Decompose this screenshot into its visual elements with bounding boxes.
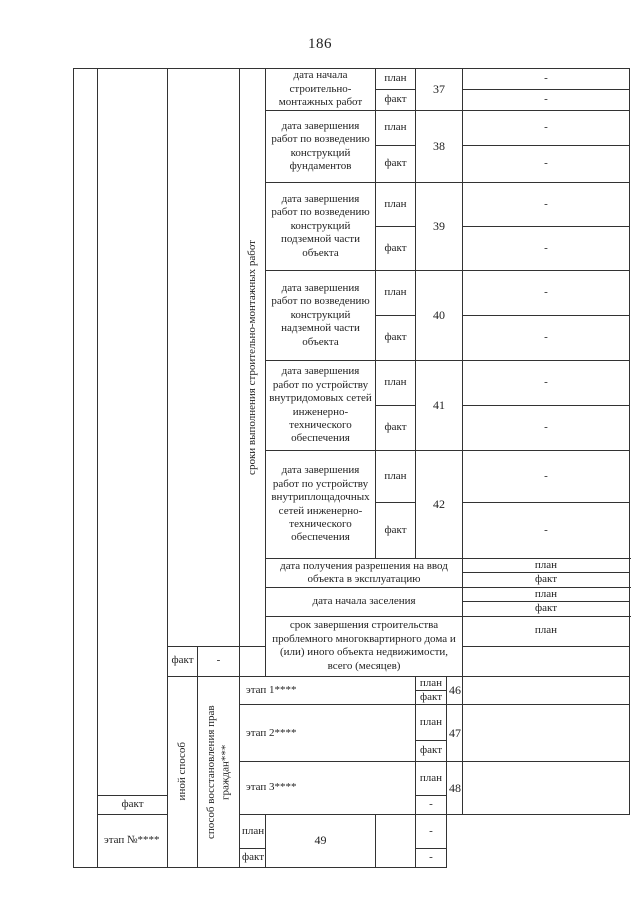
row-38-fakt: факт: [376, 146, 416, 183]
stage-n-plan-value: -: [416, 814, 447, 848]
row-40-plan: план: [376, 271, 416, 316]
row-37-label: дата начала строительно-монтажных работ: [266, 69, 376, 111]
row-44-fakt: факт: [463, 602, 630, 616]
row-43-fakt: факт: [463, 573, 630, 587]
row-41-fakt-value: -: [463, 406, 630, 451]
row-41-fakt: факт: [376, 406, 416, 451]
row-38-number: 38: [416, 111, 463, 183]
row-40-fakt: факт: [376, 316, 416, 361]
row-39-fakt-value: -: [463, 227, 630, 271]
stage-3-plan: план: [416, 762, 447, 796]
row-45-fakt: факт: [168, 646, 198, 676]
row-39-plan-value: -: [463, 183, 630, 227]
stage-3-label: этап 3****: [240, 762, 416, 815]
stage-2-plan: план: [416, 705, 447, 741]
row-37-number: 37: [416, 69, 463, 111]
page-number: 186: [308, 36, 332, 52]
stage-2-gap: [463, 705, 630, 762]
row-40-fakt-value: -: [463, 316, 630, 361]
stage-n-gap: [376, 814, 416, 867]
row-43-plan: план: [463, 559, 630, 573]
stage-n-plan: план: [240, 814, 266, 848]
row-41-number: 41: [416, 361, 463, 451]
row-38-fakt-value: -: [463, 146, 630, 183]
row-40-number: 40: [416, 271, 463, 361]
row-39-number: 39: [416, 183, 463, 271]
stage-3-fakt-value: -: [416, 795, 447, 814]
stage-3-number: 48: [447, 762, 463, 815]
restore-method-label: способ восстановления прав граждан***: [205, 704, 232, 839]
row-37-plan: план: [376, 69, 416, 90]
stage-n-label: этап №****: [98, 814, 240, 867]
row-42-number: 42: [416, 451, 463, 559]
stage-1-gap: [463, 676, 630, 705]
row-38-label: дата завершения работ по возведению конструкций фундаментов: [266, 111, 376, 183]
stage-1-number: 46: [447, 676, 463, 705]
row-41-plan: план: [376, 361, 416, 406]
row-40-label: дата завершения работ по возведению конструкций надземной части объекта: [266, 271, 376, 361]
row-44-label: дата начала заселения: [266, 587, 463, 616]
stage-1-label: этап 1****: [240, 676, 416, 705]
row-39-label: дата завершения работ по возведению конструкций подземной части объекта: [266, 183, 376, 271]
blank-column-1: [74, 69, 98, 868]
row-37-fakt-value: -: [463, 90, 630, 111]
stage-n-fakt-value: -: [416, 848, 447, 867]
row-37-fakt: факт: [376, 90, 416, 111]
stage-2-number: 47: [447, 705, 463, 762]
row-45-fakt-value: -: [198, 646, 240, 676]
stage-n-number: 49: [266, 814, 376, 867]
row-42-plan: план: [376, 451, 416, 503]
row-45-label: срок завершения строительства проблемного многоквартирного дома и (или) иного объекта недвижимости, всего (месяцев): [266, 616, 463, 676]
row-41-label: дата завершения работ по устройству внутридомовых сетей инженерно-технического обеспечения: [266, 361, 376, 451]
other-method-label: иной способ: [175, 742, 188, 801]
row-43-label: дата получения разрешения на ввод объекта в эксплуатацию: [266, 559, 463, 588]
group-vertical-label: сроки выполнения строительно-монтажных работ: [245, 239, 258, 475]
row-42-label: дата завершения работ по устройству внутриплощадочных сетей инженерно-технического обеспечения: [266, 451, 376, 559]
row-42-plan-value: -: [463, 451, 630, 503]
stage-2-fakt: факт: [416, 741, 447, 762]
form-table: [73, 68, 630, 868]
stage-n-fakt: факт: [240, 848, 266, 867]
stage-2-label: этап 2****: [240, 705, 416, 762]
stage-3-gap: [463, 762, 630, 815]
row-37-plan-value: -: [463, 69, 630, 90]
row-39-fakt: факт: [376, 227, 416, 271]
row-42-fakt-value: -: [463, 503, 630, 559]
row-41-plan-value: -: [463, 361, 630, 406]
row-45-plan: план: [463, 616, 630, 646]
blank-column-3: [168, 69, 240, 647]
row-44-plan: план: [463, 587, 630, 601]
row-40-plan-value: -: [463, 271, 630, 316]
group-label-cell: [240, 69, 266, 647]
stage-1-fakt: факт: [416, 691, 447, 705]
row-39-plan: план: [376, 183, 416, 227]
row-38-plan: план: [376, 111, 416, 146]
blank-column-2: [98, 69, 168, 796]
row-38-plan-value: -: [463, 111, 630, 146]
row-42-fakt: факт: [376, 503, 416, 559]
stage-1-plan: план: [416, 676, 447, 690]
stage-3-fakt: факт: [98, 795, 168, 814]
